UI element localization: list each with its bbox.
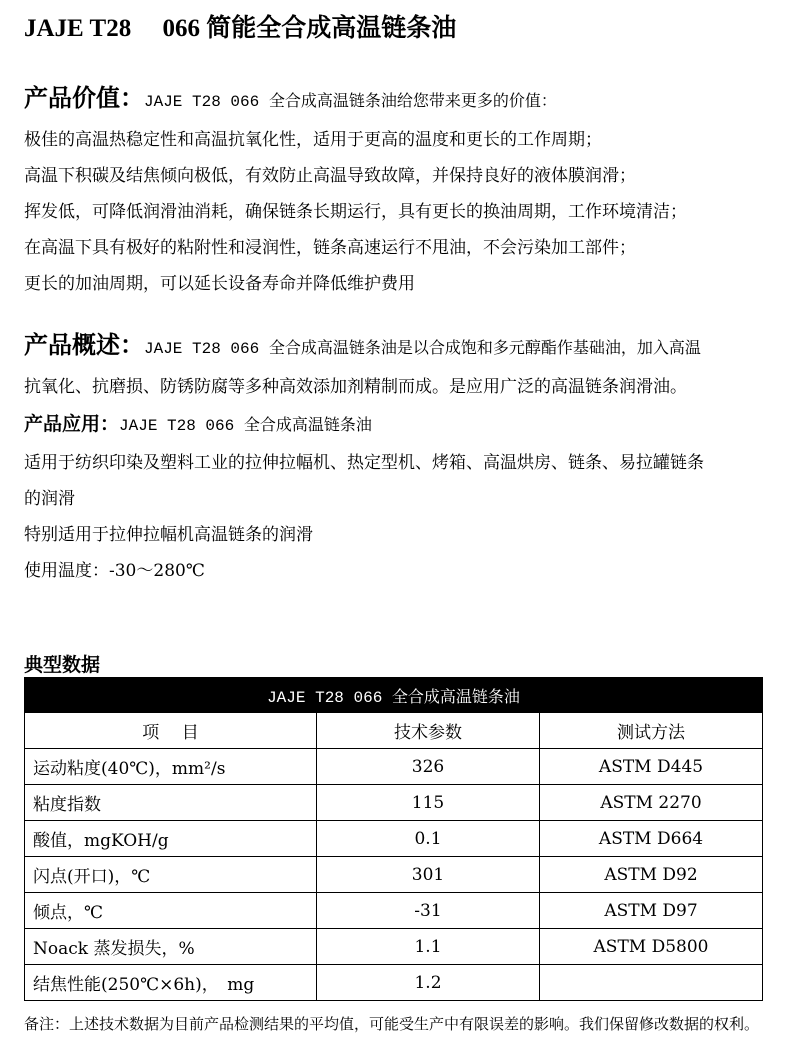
row-item: 粘度指数 — [25, 785, 317, 821]
row-value: 1.2 — [317, 965, 540, 1001]
row-method: ASTM D445 — [540, 749, 763, 785]
row-method: ASTM D92 — [540, 857, 763, 893]
product-overview-line: 抗氧化、抗磨损、防锈防腐等多种高效添加剂精制而成。是应用广泛的高温链条润滑油。 — [24, 377, 687, 397]
product-application-heading: 产品应用： — [24, 413, 120, 435]
row-item: Noack 蒸发损失，% — [25, 929, 317, 965]
product-value-line: 在高温下具有极好的粘附性和浸润性，链条高速运行不甩油，不会污染加工部件； — [24, 238, 636, 258]
product-application-line: 的润滑 — [24, 489, 75, 509]
column-header-item: 项 目 — [25, 713, 317, 749]
product-value-line: 更长的加油周期，可以延长设备寿命并降低维护费用 — [24, 274, 415, 294]
table-banner: JAJE T28 066 全合成高温链条油 — [25, 678, 763, 713]
column-header-parameter: 技术参数 — [317, 713, 540, 749]
product-value-line: 极佳的高温热稳定性和高温抗氧化性，适用于更高的温度和更长的工作周期； — [24, 130, 602, 150]
product-application-line: 特别适用于拉伸拉幅机高温链条的润滑 — [24, 525, 313, 545]
row-method: ASTM D664 — [540, 821, 763, 857]
product-application-intro: JAJE T28 066 全合成高温链条油 — [119, 417, 372, 435]
product-application-section — [24, 405, 796, 589]
footnote: 备注：上述技术数据为目前产品检测结果的平均值，可能受生产中有限误差的影响。我们保留修改数据的权利。 — [24, 1015, 760, 1033]
row-method — [540, 965, 763, 1001]
product-value-line: 挥发低，可降低润滑油消耗，确保链条长期运行，具有更长的换油周期，工作环境清洁； — [24, 202, 687, 222]
row-method: ASTM 2270 — [540, 785, 763, 821]
row-value: -31 — [317, 893, 540, 929]
column-header-method: 测试方法 — [540, 713, 763, 749]
product-value-line: 高温下积碳及结焦倾向极低，有效防止高温导致故障，并保持良好的液体膜润滑； — [24, 166, 636, 186]
table-row — [25, 929, 763, 965]
row-item: 酸值，mgKOH/g — [25, 821, 317, 857]
document-title: JAJE T28 066 简能全合成高温链条油 — [24, 15, 457, 42]
row-item: 闪点(开口)，℃ — [25, 857, 317, 893]
product-overview-intro: JAJE T28 066 全合成高温链条油是以合成饱和多元醇酯作基础油，加入高温 — [144, 340, 701, 358]
row-item: 运动粘度(40℃)，mm²/s — [25, 749, 317, 785]
product-application-line: 使用温度：-30～280℃ — [24, 561, 205, 581]
row-method: ASTM D5800 — [540, 929, 763, 965]
product-application-line: 适用于纺织印染及塑料工业的拉伸拉幅机、热定型机、烤箱、高温烘房、链条、易拉罐链条 — [24, 453, 704, 473]
row-value: 301 — [317, 857, 540, 893]
row-value: 0.1 — [317, 821, 540, 857]
row-item: 倾点，℃ — [25, 893, 317, 929]
table-row — [25, 893, 763, 929]
row-value: 115 — [317, 785, 540, 821]
row-item: 结焦性能(250℃×6h)， mg — [25, 965, 317, 1001]
table-row — [25, 785, 763, 821]
product-value-heading: 产品价值： — [24, 84, 144, 112]
typical-data-heading: 典型数据 — [24, 654, 101, 676]
product-value-section — [24, 78, 796, 302]
table-row — [25, 749, 763, 785]
product-overview-heading: 产品概述： — [24, 331, 144, 359]
table-header-row — [25, 713, 763, 749]
product-value-intro: JAJE T28 066 全合成高温链条油给您带来更多的价值： — [144, 93, 557, 111]
typical-data-table — [24, 677, 763, 1001]
row-method: ASTM D97 — [540, 893, 763, 929]
table-row — [25, 857, 763, 893]
row-value: 326 — [317, 749, 540, 785]
row-value: 1.1 — [317, 929, 540, 965]
table-row — [25, 965, 763, 1001]
product-overview-section — [24, 325, 796, 405]
table-row — [25, 821, 763, 857]
